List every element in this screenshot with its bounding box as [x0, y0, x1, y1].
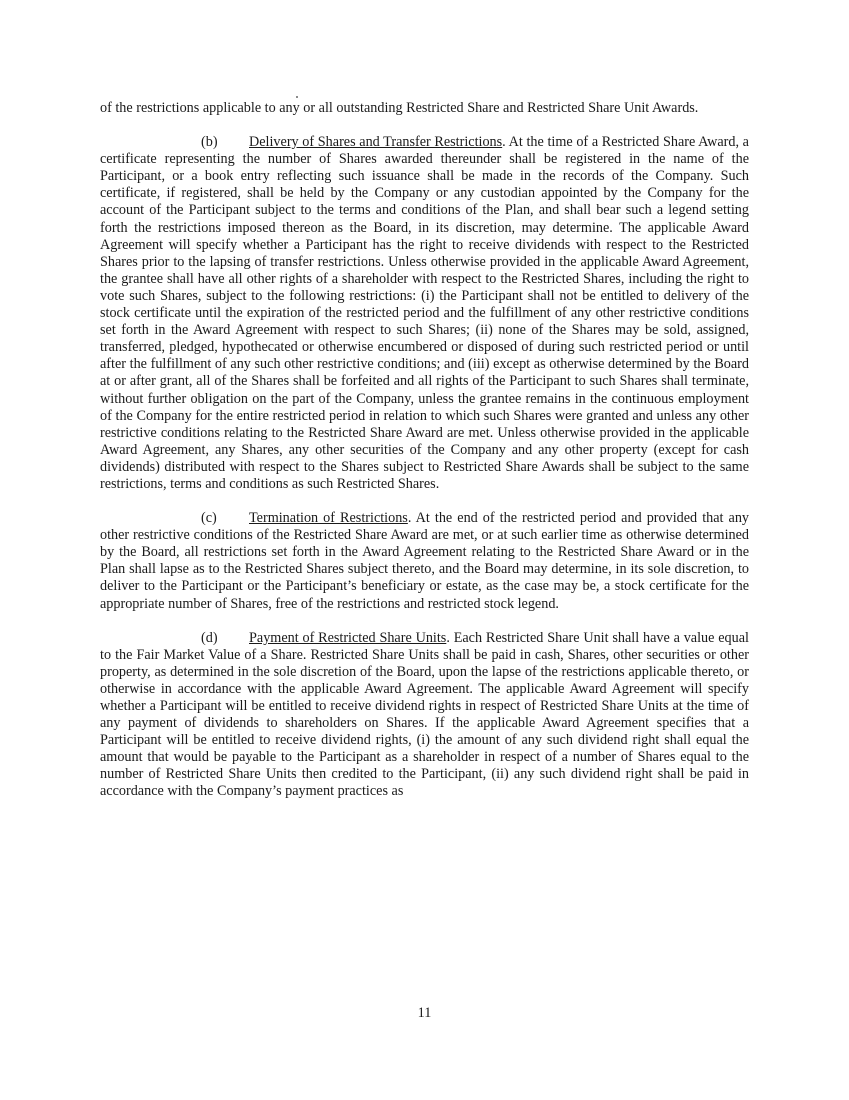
- document-body: [100, 100, 749, 801]
- section-c-text: . At the end of the restricted period and provided that any other restrictive conditions of the Restricted Share Award are met, or at such earlier time as otherwise determined by the Board, all restrictions set forth in the Award Agreement relating to the Restricted Share Award or in the Plan shall lapse as to the Restricted Shares subject thereto, and the Board may determine, in its sole discretion, to deliver to the Participant or the Participant’s beneficiary or estate, as the case may be, a stock certificate for the appropriate number of Shares, free of the restrictions and restricted stock legend.: [100, 510, 750, 612]
- section-c-heading: Termination of Restrictions: [249, 510, 408, 527]
- page-number: 11: [417, 1005, 432, 1021]
- section-d-number: (d): [201, 629, 218, 646]
- section-d-text: . Each Restricted Share Unit shall have a value equal to the Fair Market Value of a Share. Restricted Share Units shall be paid in cash, Shares, other securities or other property, as determined in the sole discretion of the Board, upon the lapse of the restrictions applicable thereto, or otherwise in accordance with the applicable Award Agreement. The applicable Award Agreement will specify whether a Participant will be entitled to receive dividend rights in respect of Restricted Share Units at the time of any payment of dividends to shareholders on Shares. If the applicable Award Agreement specifies that a Participant will be entitled to receive dividend rights, (i) the amount of any such dividend right shall equal the amount that would be payable to the Participant as a shareholder in respect of a number of Shares equal to the number of Restricted Share Units then credited to the Participant, (ii) any such dividend right shall be paid in accordance with the Company’s payment practices as: [100, 629, 749, 800]
- section-b-heading: Delivery of Shares and Transfer Restrictions: [249, 134, 503, 151]
- section-b-number: (b): [201, 134, 218, 151]
- section-d-heading: Payment of Restricted Share Units: [249, 629, 447, 646]
- section-d-paragraph: [100, 630, 749, 801]
- section-b-paragraph: [100, 134, 749, 493]
- section-b-text: . At the time of a Restricted Share Award, a certificate representing the number of Shares awarded thereunder shall be registered in the name of the Participant, or a book entry reflecting such issuance shall be made in the records of the Company. Such certificate, if registered, shall be held by the Company or any custodian appointed by the Company for the account of the Participant subject to the terms and conditions of the Plan, and shall bear such a legend setting forth the restrictions imposed thereon as the Board, in its discretion, may determine. The applicable Award Agreement will specify whether a Participant has the right to receive dividends with respect to the Restricted Shares prior to the lapsing of transfer restrictions. Unless otherwise provided in the applicable Award Agreement, the grantee shall have all other rights of a shareholder with respect to the Restricted Shares, including the right to vote such Shares, subject to the following restrictions: (i) the Participant shall not be entitled to delivery of the stock certificate until the expiration of the restricted period and the fulfillment of any other restrictive conditions set forth in the Award Agreement with respect to such Shares; (ii) none of the Shares may be sold, assigned, transferred, pledged, hypothecated or otherwise encumbered or disposed of during such restricted period or until after the fulfillment of any such other restrictive conditions; and (iii) except as otherwise determined by the Board at or after grant, all of the Shares shall be forfeited and all rights of the Participant to such Shares shall terminate, without further obligation on the part of the Company, unless the grantee remains in the continuous employment of the Company for the entire restricted period in relation to which such Shares were granted and unless any other restrictive conditions relating to the Restricted Share Award are met. Unless otherwise provided in the applicable Award Agreement, any Shares, any other securities of the Company and any other property (except for cash dividends) distributed with respect to the Shares subject to Restricted Share Awards shall be subject to the same restrictions, terms and conditions as such Restricted Shares.: [100, 134, 749, 492]
- scan-mark: [296, 96, 298, 98]
- section-c-paragraph: [100, 510, 749, 613]
- intro-paragraph: of the restrictions applicable to any or all outstanding Restricted Share and Restricted Share Unit Awards.: [100, 100, 699, 116]
- section-c-number: (c): [201, 510, 217, 527]
